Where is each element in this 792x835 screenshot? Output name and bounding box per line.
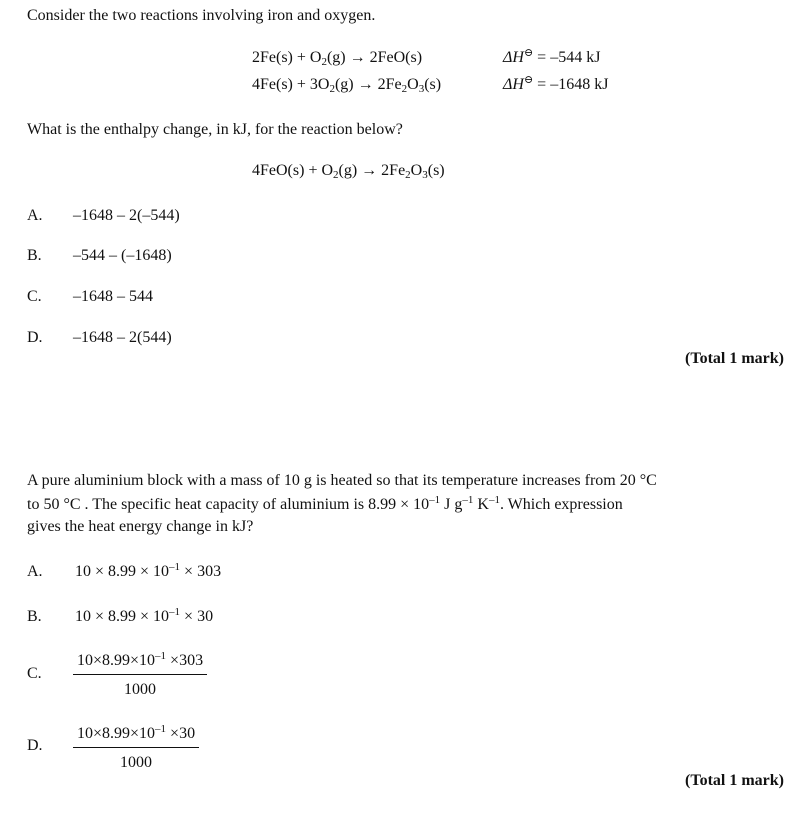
q2-option-c-letter[interactable]: C.	[27, 665, 42, 682]
q1-intro: Consider the two reactions involving iron and oxygen.	[27, 7, 376, 24]
q1-enthalpy-2: ΔH⊖ = –1648 kJ	[503, 74, 609, 93]
q2-option-a-letter[interactable]: A.	[27, 563, 43, 580]
q1-reaction-2: $4Fe(s) + 3O_2(g) \to 2Fe_2O_3(s)$	[252, 76, 442, 95]
q1-option-b-letter[interactable]: B.	[27, 247, 42, 264]
q2-option-c-denominator: 1000	[124, 681, 157, 698]
q2-stem-line-1: A pure aluminium block with a mass of 10 g is heated so that its temperature increases from 20 °C	[27, 472, 657, 489]
q2-option-b-letter[interactable]: B.	[27, 608, 42, 625]
q1-option-b-text[interactable]: –544 – (–1648)	[73, 247, 172, 264]
q1-target-reaction: $4FeO(s) + O_2(g) \to 2Fe_2O_3(s)$	[252, 162, 445, 181]
q2-option-d-denominator: 1000	[120, 754, 153, 771]
q1-option-c-letter[interactable]: C.	[27, 288, 42, 305]
q2-option-d-letter[interactable]: D.	[27, 737, 43, 754]
q2-stem-line-2: to 50 °C . The specific heat capacity of aluminium is $8.99 \times 10^{-1}$ J $g^{-1}$ $K^{-1}$. Which expression	[27, 494, 623, 513]
q2-option-c-numerator: $10\times 8.99\times 10^{-1} \times 303$	[73, 653, 207, 675]
q1-option-a-text[interactable]: –1648 – 2(–544)	[73, 207, 180, 224]
q2-option-d-fraction[interactable]	[73, 723, 199, 771]
q2-option-c-fraction[interactable]	[73, 650, 207, 698]
q2-stem-line-3: gives the heat energy change in kJ?	[27, 518, 254, 535]
q1-option-d-text[interactable]: –1648 – 2(544)	[73, 329, 172, 346]
q1-option-a-letter[interactable]: A.	[27, 207, 43, 224]
q1-option-c-text[interactable]: –1648 – 544	[73, 288, 153, 305]
q1-enthalpy-1: ΔH⊖ = –544 kJ	[503, 47, 601, 66]
q2-option-d-numerator: $10\times 8.99\times 10^{-1} \times 30$	[73, 726, 199, 748]
q2-option-a-text[interactable]: $10 \times 8.99 \times 10^{-1} \times 303$	[75, 561, 222, 580]
q1-option-d-letter[interactable]: D.	[27, 329, 43, 346]
q1-question: What is the enthalpy change, in kJ, for the reaction below?	[27, 121, 403, 138]
q1-total-mark: (Total 1 mark)	[685, 350, 784, 367]
q1-reaction-1: $2Fe(s) + O_2(g) \to 2FeO(s)$	[252, 49, 423, 68]
q2-total-mark: (Total 1 mark)	[685, 772, 784, 789]
q2-option-b-text[interactable]: $10 \times 8.99 \times 10^{-1} \times 30$	[75, 606, 214, 625]
